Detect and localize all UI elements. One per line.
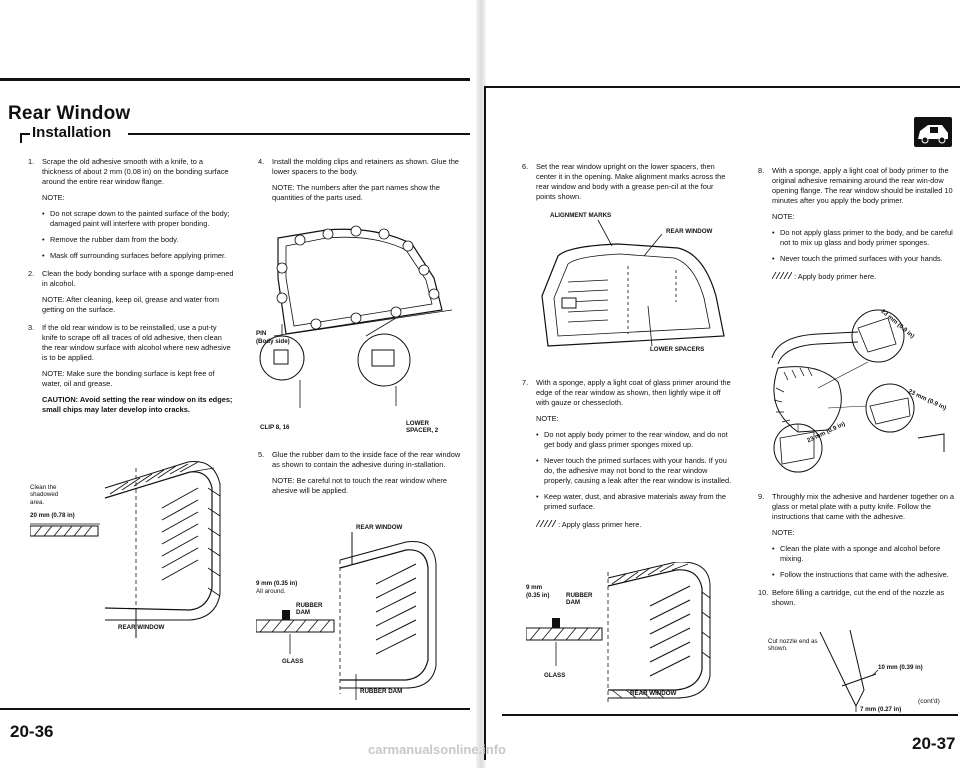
step-text: With a sponge, apply a light coat of glass primer around the edge of the rear window as shown, then lightly wipe it off with gauze or chessecloth. <box>536 378 731 407</box>
rear-window-label: REAR WINDOW <box>630 690 677 697</box>
step-text: With a sponge, apply a light coat of body primer to the original adhesive remaining around the rear win-dow opening flange. The rear window should be installed 10 minutes after you apply the body primer. <box>772 166 953 205</box>
left-column-1 <box>28 157 234 423</box>
glass-label: GLASS <box>544 672 566 679</box>
cut-nozzle-label: Cut nozzle end as shown. <box>768 638 818 653</box>
step-note: NOTE: After cleaning, keep oil, grease and water from getting on the surface. <box>42 294 220 314</box>
step-text: Scrape the old adhesive smooth with a knife, to a thickness of about 2 mm (0.08 in) on the bonding surface around the entire rear window flange. <box>42 157 229 186</box>
figure-body-primer <box>758 298 954 482</box>
bottom-rule <box>0 708 470 710</box>
hatch-swatch-icon <box>536 520 556 527</box>
figure-rubber-dam <box>256 524 470 700</box>
step-number: 3. <box>28 322 35 332</box>
lower-spacers-label: LOWER SPACERS <box>650 346 705 353</box>
figure-glass-primer <box>526 562 740 702</box>
step-text: Clean the body bonding surface with a sponge damp-ened in alcohol. <box>42 268 234 288</box>
step-text: Glue the rubber dam to the inside face of the rear window as shown to contain the adhesive during in-stallation. <box>272 450 461 469</box>
caution-text: CAUTION: Avoid setting the rear window on its edges; small chips may later develop into cracks. <box>42 394 233 414</box>
step-text: Install the molding clips and retainers as shown. Glue the lower spacers to the body. <box>272 157 459 176</box>
figure-clean-area <box>30 448 230 648</box>
step-text: Set the rear window upright on the lower spacers, then center it in the opening. Make alignment marks across the rear window and body with a grease pen-cil at the four points shown. <box>536 162 726 201</box>
step-text: If the old rear window is to be reinstalled, use a put-ty knife to scrape off all traces of old adhesive, then clean the rear window surface with alcohol where new adhesive is to be applied. <box>42 322 231 362</box>
rubber-dam-drawing <box>256 524 470 700</box>
step-9 <box>758 492 954 580</box>
step-text: Before filling a cartridge, cut the end of the nozzle as shown. <box>772 587 945 607</box>
section-title: Rear Window <box>8 103 131 124</box>
legend-text: : Apply body primer here. <box>794 271 877 281</box>
step-1 <box>28 157 234 261</box>
nozzle-dimension-label: 10 mm (0.39 in) <box>878 664 923 671</box>
step-number: 4. <box>258 157 265 166</box>
window-edge-drawing <box>30 448 230 648</box>
figure-clips <box>256 218 470 440</box>
subtitle-rule <box>128 133 470 135</box>
clip-label: CLIP 8, 16 <box>260 424 290 431</box>
left-page <box>0 0 478 768</box>
right-column-1b <box>522 378 734 538</box>
step-4 <box>258 157 468 203</box>
note-bullet: • Mask off surrounding surfaces before applying primer. <box>42 251 234 261</box>
step-number: 8. <box>758 166 765 175</box>
note-heading: NOTE: <box>772 527 795 537</box>
step-number: 9. <box>758 492 765 501</box>
rear-window-label: REAR WINDOW <box>356 524 403 531</box>
right-column-1 <box>522 162 734 210</box>
note-bullet: • Never touch the primed surfaces with your hands. If you do, the adhesive may not bond to the rear window properly, causing a leak after the rear window is installed. <box>536 456 734 486</box>
dimension-label: 23 mm (0.9 in) <box>907 388 948 412</box>
step-number: 7. <box>522 378 529 387</box>
note-heading: NOTE: <box>772 211 795 221</box>
legend-text: : Apply glass primer here. <box>558 519 642 529</box>
step-text: Throughly mix the adhesive and hardener together on a glass or metal plate with a putty knife. Follow the instructions that came with the adhesive. <box>772 492 955 521</box>
pin-label: PIN <box>256 330 267 337</box>
dimension-label: 23 mm (0.9 in) <box>806 420 847 445</box>
rear-window-label: REAR WINDOW <box>118 624 165 631</box>
rubber-dam-label: RUBBER DAM <box>566 592 593 607</box>
step-number: 2. <box>28 268 35 278</box>
dimension-label: 9 mm <box>526 584 543 591</box>
body-primer-drawing <box>758 298 954 482</box>
note-heading: NOTE: <box>536 413 559 423</box>
all-around-label: All around. <box>256 588 286 595</box>
step-5 <box>258 450 468 496</box>
note-bullet: • Do not apply glass primer to the body, and be careful not to mix up glass and body primer sponges. <box>772 228 954 248</box>
note-bullet: • Remove the rubber dam from the body. <box>42 235 234 245</box>
dimension-label: 23 mm (0.9 in) <box>879 308 916 340</box>
dimension-label: 20 mm (0.78 in) <box>30 512 75 519</box>
step-7 <box>522 378 734 530</box>
page-number: 20-36 <box>10 722 54 741</box>
subtitle-hook-vertical <box>20 133 22 143</box>
note-bullet: • Clean the plate with a sponge and alcohol before mixing. <box>772 544 954 564</box>
page-number: 20-37 <box>912 734 956 753</box>
body-opening-drawing <box>256 218 470 440</box>
note-bullet: • Do not apply body primer to the rear window, and do not get body and glass primer sponges mixed up. <box>536 430 734 450</box>
dimension-label: 9 mm (0.35 in) <box>256 580 298 587</box>
step-note: NOTE: Be careful not to touch the rear window where ahesive will be applied. <box>272 475 447 495</box>
step-number: 6. <box>522 162 529 171</box>
pin-note-label: (Body side) <box>256 338 290 345</box>
note-bullet: • Never touch the primed surfaces with your hands. <box>772 254 954 264</box>
step-10 <box>758 588 954 608</box>
continued-label: (cont'd) <box>918 698 940 705</box>
right-page <box>482 0 960 768</box>
top-rule <box>0 78 470 81</box>
body-primer-legend <box>772 272 954 282</box>
right-column-2b <box>758 492 954 616</box>
right-column-2 <box>758 166 954 290</box>
rubber-dam-label: RUBBER DAM <box>296 602 323 617</box>
rear-window-label: REAR WINDOW <box>666 228 713 235</box>
alignment-marks-label: ALIGNMENT MARKS <box>550 212 612 219</box>
bottom-rule <box>502 714 958 716</box>
note-heading: NOTE: <box>42 192 65 202</box>
nozzle-dimension-label: 7 mm (0.27 in) <box>860 706 902 713</box>
shadowed-area-label: Clean the shadowed area. <box>30 484 59 506</box>
step-8 <box>758 166 954 282</box>
note-bullet: • Keep water, dust, and abrasive materials away from the primed surface. <box>536 492 734 512</box>
dimension-label-inch: (0.35 in) <box>526 592 550 599</box>
left-column-2 <box>258 157 468 211</box>
section-subtitle: Installation <box>32 124 112 141</box>
hatch-swatch-icon <box>772 272 792 279</box>
note-bullet: • Do not scrape down to the painted surface of the body; damaged paint will interfere with proper bonding. <box>42 209 234 229</box>
glass-primer-drawing <box>526 562 740 702</box>
watermark: carmanualsonline.info <box>368 742 506 757</box>
step-number: 1. <box>28 157 35 166</box>
glass-primer-legend <box>536 520 734 530</box>
note-bullet: • Follow the instructions that came with the adhesive. <box>772 570 954 580</box>
glass-label: GLASS <box>282 658 304 665</box>
step-6 <box>522 162 734 202</box>
left-column-2b <box>258 450 468 504</box>
step-note: NOTE: The numbers after the part names show the quantities of the parts used. <box>272 182 440 202</box>
rubber-dam-bottom-label: RUBBER DAM <box>360 688 403 695</box>
step-3 <box>28 323 234 415</box>
spacer-label: LOWER SPACER, 2 <box>406 420 439 435</box>
step-note: NOTE: Make sure the bonding surface is kept free of water, oil and grease. <box>42 368 215 388</box>
step-number: 10. <box>758 587 769 597</box>
step-2 <box>28 269 234 315</box>
step-number: 5. <box>258 450 265 459</box>
figure-alignment <box>528 206 738 362</box>
